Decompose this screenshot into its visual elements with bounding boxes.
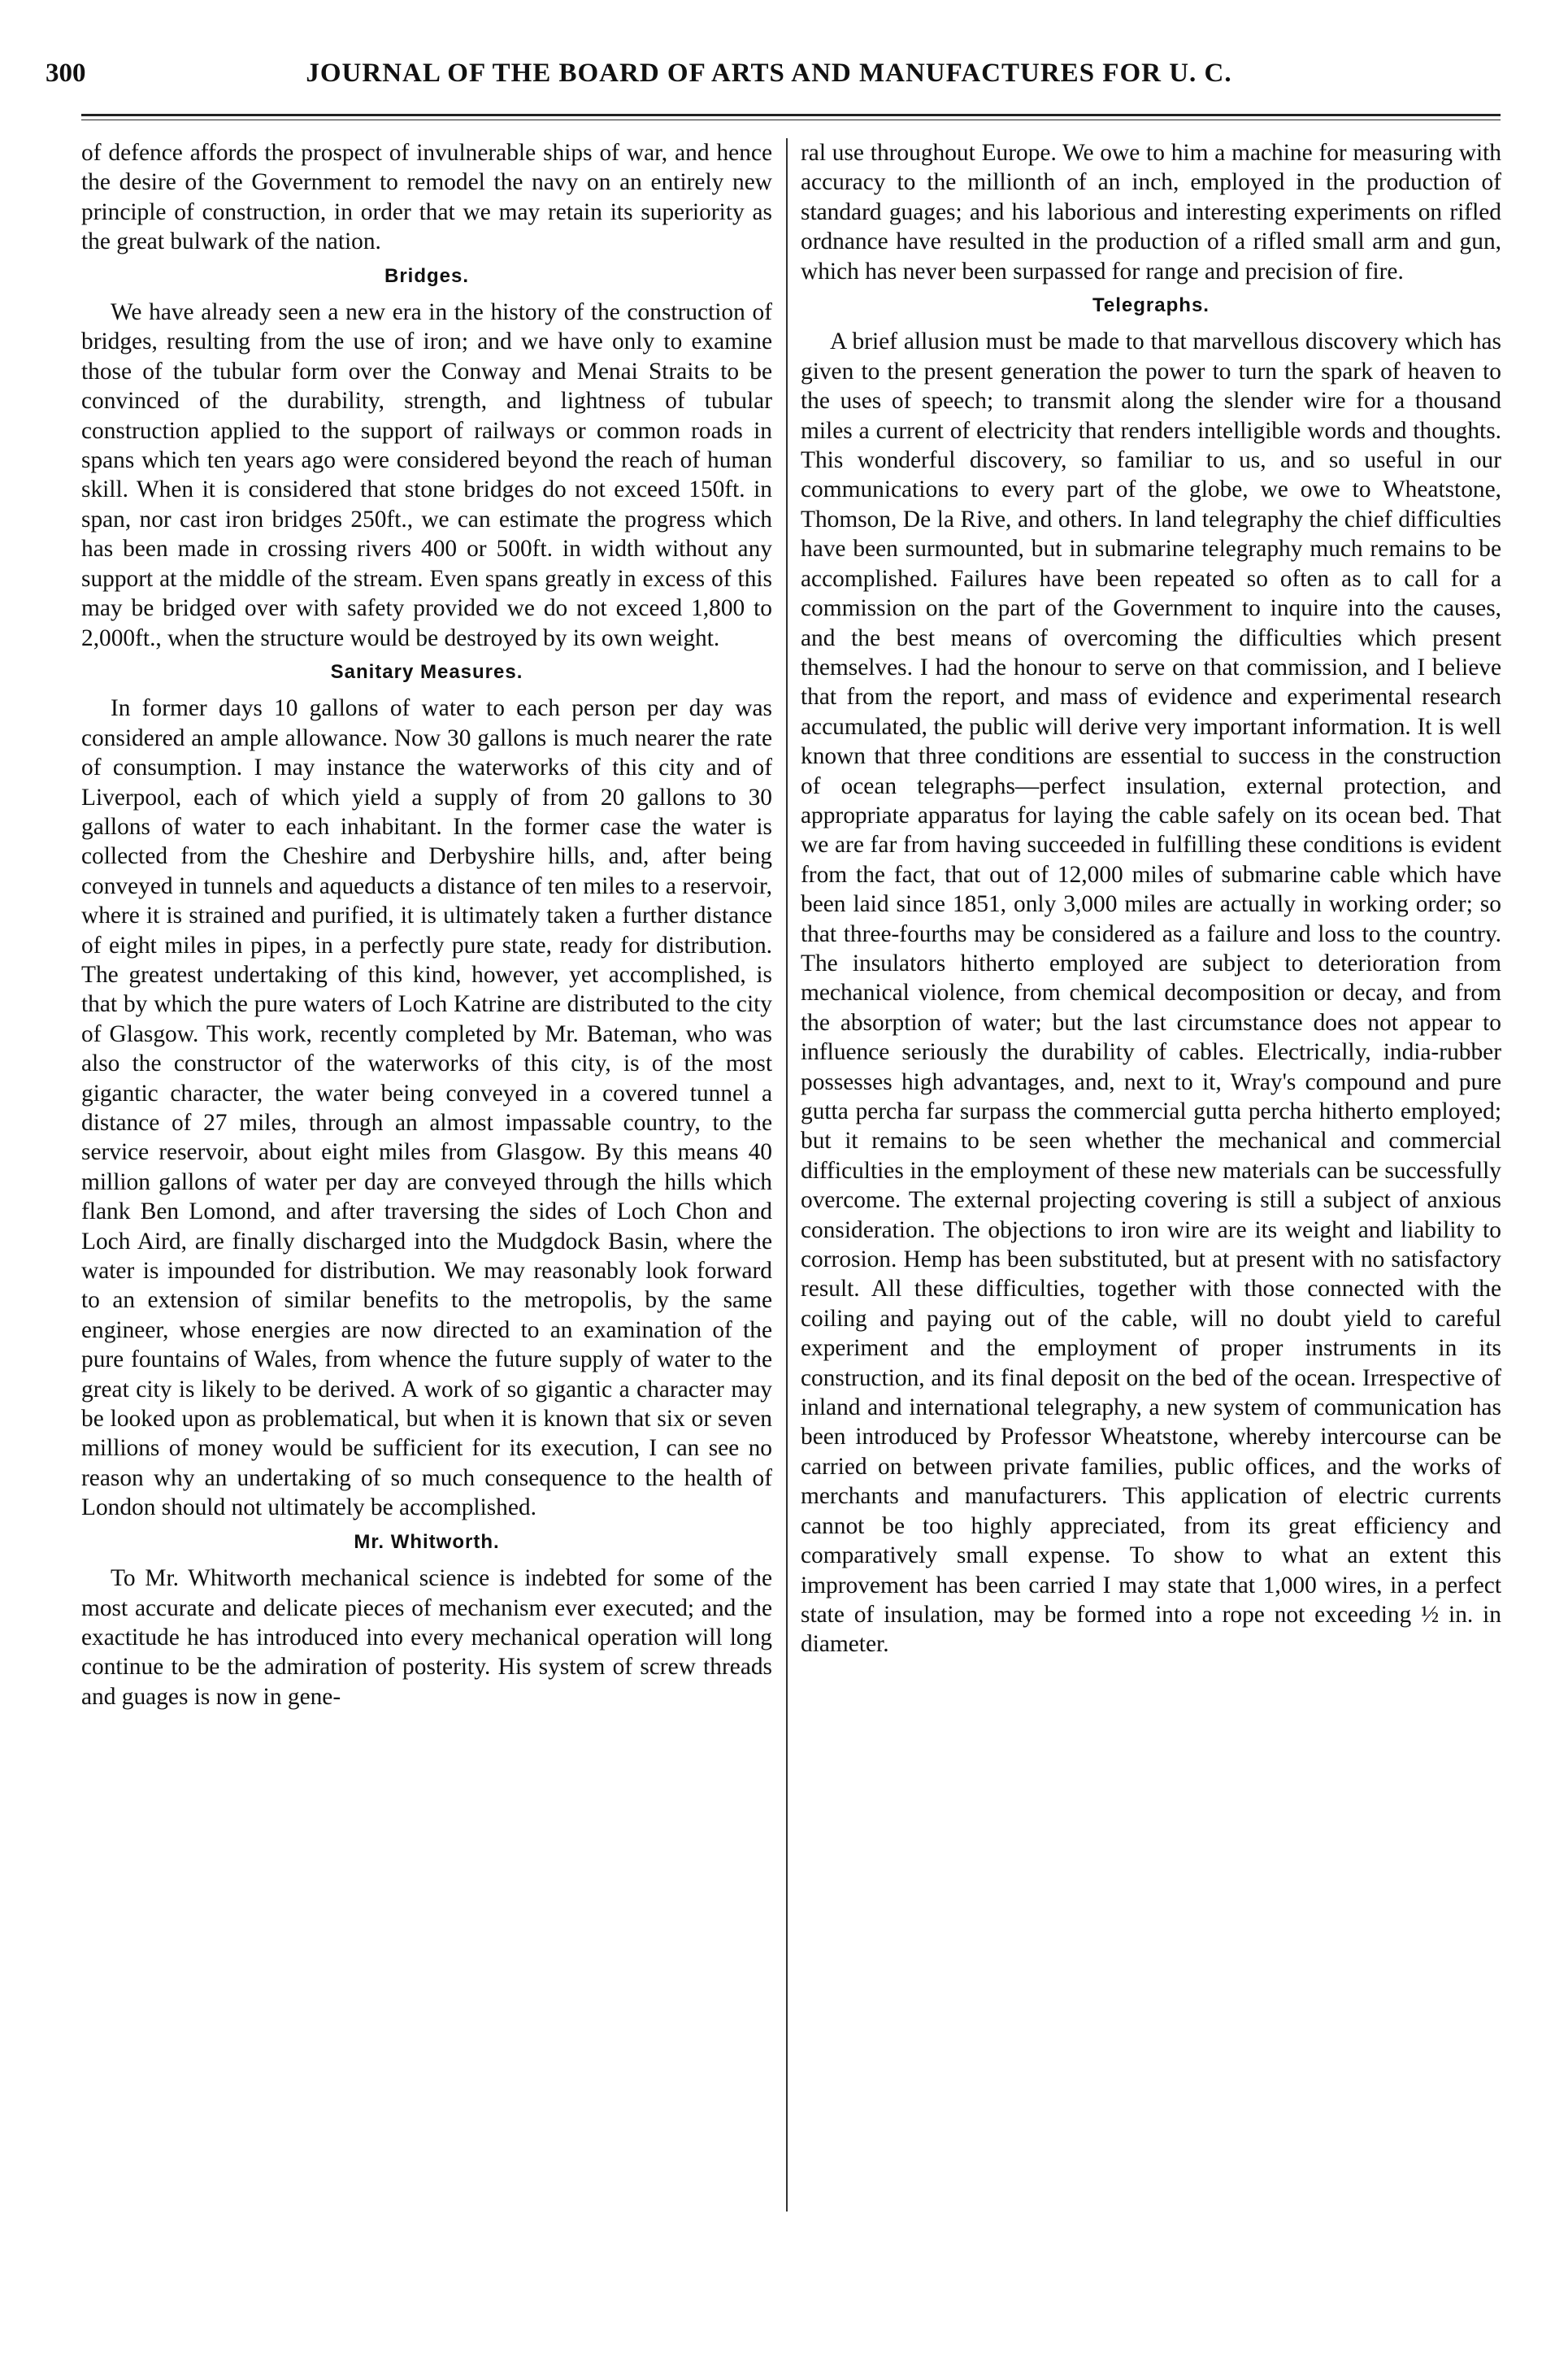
left-column [81,138,772,2220]
paragraph-telegraphs: A brief allusion must be made to that marvellous discovery which has given to the present generation the power to turn the spark of heaven to the uses of speech; to transmit along the slender wire for a thousand miles a current of electricity that renders intelligible words and thoughts. This wonderful discovery, so familiar to us, and so useful in our communications to every part of the globe, we owe to Wheatstone, Thomson, De la Rive, and others. In land telegraphy the chief difficulties have been surmounted, but in submarine telegraphy much remains to be accomplished. Failures have been repeated so often as to call for a commission on the part of the Government to inquire into the causes, and the best means of overcoming the difficulties which present themselves. I had the honour to serve on that commission, and I believe that from the report, and mass of evidence and experimental research accumulated, the public will derive very important information. It is well known that three conditions are essential to success in the construction of ocean telegraphs—perfect insulation, external protection, and appropriate apparatus for laying the cable safely on its ocean bed. That we are far from having succeeded in fulfilling these conditions is evident from the fact, that out of 12,000 miles of submarine cable which have been laid since 1851, only 3,000 miles are actually in working order; so that three-fourths may be considered as a failure and loss to the country. The insulators hitherto employed are subject to deterioration from mechanical violence, from chemical decomposition or decay, and from the absorption of water; but the last circumstance does not appear to influence seriously the durability of cables. Electrically, india-rubber possesses high advantages, and, next to it, Wray's compound and pure gutta percha far surpass the commercial gutta percha hitherto employed; but it remains to be seen whether the mechanical and commercial difficulties in the employment of these new materials can be successfully overcome. The external projecting covering is still a subject of anxious consideration. The objections to iron wire are its weight and liability to corrosion. Hemp has been substituted, but at present with no satisfactory result. All these difficulties, together with those connected with the coiling and paying out of the cable, will no doubt yield to careful experiment and the employment of proper instruments in its construction, and its final deposit on the bed of the ocean. Irrespective of inland and international telegraphy, a new system of communication has been introduced by Professor Wheatstone, whereby intercourse can be carried on between private families, public offices, and the works of merchants and manufacturers. This application of electric currents cannot be too highly appreciated, from its great efficiency and comparatively small expense. To show to what an extent this improvement has been carried I may state that 1,000 wires, in a perfect state of insulation, may be formed into a rope not exceeding ½ in. in diameter. [801,328,1501,1658]
page-header [46,52,1509,101]
paragraph-sanitary-measures: In former days 10 gallons of water to each person per day was considered an ample allowance. Now 30 gallons is much nearer the rate of consumption. I may instance the waterworks of this city and of Liverpool, each of which yield a supply of from 20 gallons to 30 gallons of water to each inhabitant. In the former case the water is collected from the Cheshire and Derbyshire hills, and, after being conveyed in tunnels and aqueducts a distance of ten miles to a reservoir, where it is strained and purified, it is ultimately taken a further distance of eight miles in pipes, in a perfectly pure state, ready for distribution. The greatest undertaking of this kind, however, yet accomplished, is that by which the pure waters of Loch Katrine are distributed to the city of Glasgow. This work, recently completed by Mr. Bateman, who was also the constructor of the waterworks of this city, is of the most gigantic character, the water being conveyed in a covered tunnel a distance of 27 miles, through an almost impassable country, to the service reservoir, about eight miles from Glasgow. By this means 40 million gallons of water per day are conveyed through the hills which flank Ben Lomond, and after traversing the sides of Loch Chon and Loch Aird, are finally discharged into the Mudgdock Basin, where the water is impounded for distribution. We may reasonably look forward to an extension of similar benefits to the metropolis, by the same engineer, whose energies are now directed to an examination of the pure fountains of Wales, from whence the future supply of water to the great city is likely to be derived. A work of so gigantic a character may be looked upon as problematical, but when it is known that six or seven millions of money would be sufficient for its execution, I can see no reason why an undertaking of so much consequence to the health of London should not ultimately be accomplished. [81,695,772,1521]
header-rule-thick [81,114,1501,116]
section-heading-mr-whitworth: Mr. Whitworth. [354,1530,500,1553]
section-heading-sanitary-measures: Sanitary Measures. [330,660,523,683]
column-divider [786,138,788,2212]
page-number: 300 [46,59,86,88]
right-column [801,138,1501,2220]
section-heading-bridges: Bridges. [384,264,470,287]
paragraph-mr-whitworth: To Mr. Whitworth mechanical science is indebted for some of the most accurate and delicate pieces of mechanism ever executed; and the exactitude he has introduced into every mechanical operation will long continue to be the admiration of posterity. His system of screw threads and guages is now in gene- [81,1565,772,1710]
running-title: JOURNAL OF THE BOARD OF ARTS AND MANUFACTURES FOR U. C. [306,59,1232,88]
paragraph-whitworth-continued: ral use throughout Europe. We owe to him a machine for measuring with accuracy to the millionth of an inch, employed in the production of standard guages; and his laborious and interesting experiments on rifled ordnance have resulted in the production of a rifled small arm and gun, which has never been surpassed for range and precision of fire. [801,140,1501,285]
paragraph-bridges: We have already seen a new era in the history of the construction of bridges, resulting from the use of iron; and we have only to examine those of the tubular form over the Conway and Menai Straits to be convinced of the durability, strength, and lightness of tubular construction applied to the support of railways or common roads in spans which ten years ago were considered beyond the reach of human skill. When it is considered that stone bridges do not exceed 150ft. in span, nor cast iron bridges 250ft., we can estimate the progress which has been made in crossing rivers 400 or 500ft. in width without any support at the middle of the stream. Even spans greatly in excess of this may be bridged over with safety provided we do not exceed 1,800 to 2,000ft., when the structure would be destroyed by its own weight. [81,299,772,651]
section-heading-telegraphs: Telegraphs. [1092,294,1210,317]
paragraph-defence-continued: of defence affords the prospect of invulnerable ships of war, and hence the desire of the Government to remodel the navy on an entirely new principle of construction, in order that we may retain its superiority as the great bulwark of the nation. [81,140,772,255]
